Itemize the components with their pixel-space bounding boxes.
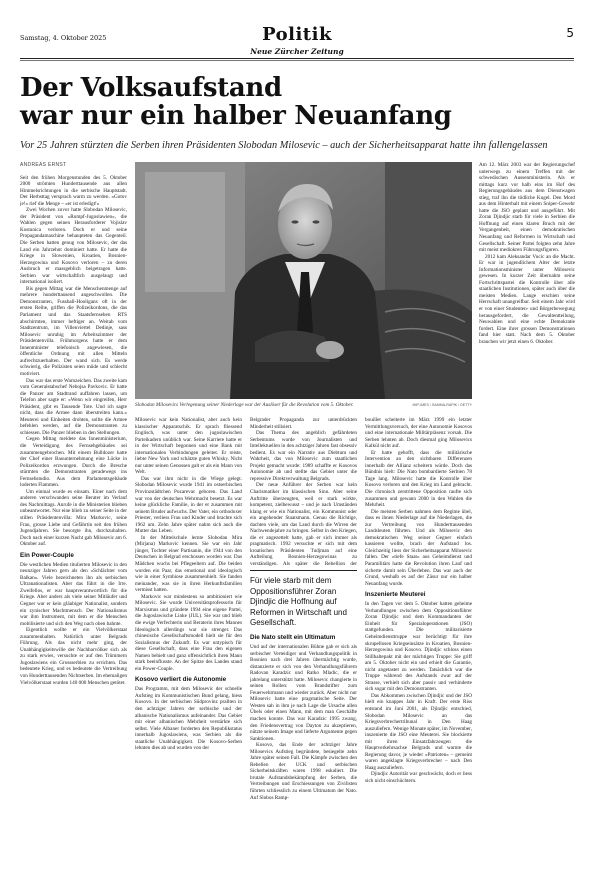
article-column-1 — [20, 162, 127, 852]
paragraph: Am 12. März 2003 war der Regierungschef unterwegs zu einem Treffen mit der schwedischen Aussenministerin. Als er mittags kurz vor halb eins im Hof des Regierungsgebäudes aus dem Dienstwagen stieg, traf ihn die tödliche Kugel. Den Mord aus dem Hinterhalt mit einem Sniper-Gewehr hatte die JSO geplant und ausgeführt. Mit Zoran Djindjic starb für viele in Serbien die Hoffnung auf einen klaren Bruch mit der Vergangenheit, einen demokratischen Neuanfang und Reformen in Wirtschaft und Gesellschaft. Seiner Partei folgten zehn Jahre mit meist mediokren Führungsfiguren. — [479, 162, 575, 254]
headline-line-1: Der Volksaufstand — [20, 73, 282, 103]
paragraph: Djindjic Autorität war geschwächt, doch er liess sich nicht einschüchtern. — [365, 771, 472, 784]
paragraph: Zwei Wochen zuvor hatte Slobodan Milosevic, der Präsident von «Rumpf-Jugoslawien», die Wahlen gegen seinen Herausforderer Vojislav Kostunica verloren. Doch er und seine Propagandamaschine behaupteten das Gegenteil. Die Serben hatten genug von Milosevic, der das Land ein Jahrzehnt dominiert hatte. Er hatte die Kriege in Slowenien, Kroatien, Bosnien-Herzegowina und Kosovo verloren – zu deren Ausbruch er massgeblich beigetragen hatte. Serbien war wirtschaftlich ausgelaugt und international isoliert. — [20, 207, 127, 286]
section-title: Politik — [262, 24, 332, 45]
paragraph: Milosevic war kein Nationalist, aber auch kein klassischer Apparatschik. Er sprach fliessend Englisch, was unter den jugoslawischen Parteikadern unüblich war. Seine Karriere hatte er in der Wirtschaft begonnen und eine Bank mit internationalen Verbindungen geleitet. Er reiste, liebte New York und schätzte guten Whisky. Nicht nur unter seinen Genossen galt er als ein Mann von Welt. — [135, 417, 242, 476]
paragraph: Der neue Anführer der Serben war kein Charismatiker im klassischen Sinn. Aber seine Auftritte überzeugten, weil er stark wirkte, kompetent, zielbewusst – und je nach Umständen klang er wie ein Nationalist, ein Kommunist oder ein angehender Staatsmann. Genau die Richtige, dachten viele, um das Land durch die Wirren der Nachwendejahre zu bringen. Selbst in den Kriegen, die er angezettelt hatte, gab er sich immer als pragmatisch. 1992 versuchte er sich mit dem kroatischen Präsidenten Tudjman auf eine Aufteilung Bosnien-Herzegowinas zu verständigen. Als später die Rebellion der — [250, 482, 357, 567]
paragraph: 2012 kam Aleksandar Vucic an die Macht. Er war in jugendlichem Alter der letzte Informationsminister unter Milosevic gewesen. In kurzer Zeit übernahm seine Fortschrittspartei die Kontrolle über alle staatlichen Institutionen, später auch über die meisten Medien. Lange erschien seine Herrschaft unangreifbar. Seit einem Jahr wird er von einer Studenten- und Bürgerbewegung herausgefordert, die Gewaltentteilung, Neuwahlen und eine echte Demokratie fordert. Eine ihrer grossen Demonstrationen fand hier statt. Nach dem 5. Oktober brauchen wir jetzt einen 6. Oktober. — [479, 253, 575, 345]
photo-caption — [135, 402, 472, 409]
paragraph: Und auf der internationalen Bühne gab er sich als serbischer Verteidiger und Verhandlungspolitik in Bosnien nach drei Jahren übermächtig wurde, distanzierte er sich von den Verhandlungsführern Radovan Karadzic und Ratko Mladic, die er jahrelang unterstützt hatte. Milosevic changierte in seinen Rollen: vom Brandstifter zum Feuerwehrmann und wieder zurück. Aber nicht nur Milosevic hatte eine pragmatische Seite. Der Westen sah in ihm je nach Lage die Ursache allen Übels oder einen Mann, mit dem man Geschäfte machen konnte. Das war Karadzic 1995 zwang, den Friedensvertrag von Dayton zu akzeptieren, nützte seinem Image und lieferte Argumente gegen Sanktionen. — [250, 644, 357, 742]
article-column-2 — [135, 417, 242, 852]
issue-date: Samstag, 4. Oktober 2025 — [20, 34, 107, 42]
portrait-photo-illustration — [135, 162, 472, 399]
paragraph: Um einmal wurde es einsam. Einer nach dem anderen verschwanden seine Berater im Verlauf des Nachmittags. Anrufe in die Ministerien blieben unbeantwortet. Nur eine blieb zu seiner Seite in der stillen Präsidentenvilla: Mira Markovic, seine Frau, grosse Liebe und Gefährtin seit den frühen Jugendjahren. Sie besorgte ihn, durchzuhalten. Doch nach einer kurzen Nacht gab Milosevic am 6. Oktober auf. — [20, 488, 127, 548]
section-heading: Ein Power-Couple — [20, 551, 74, 559]
paragraph: Die westlichen Medien titulierten Milosevic in den neunziger Jahren gern als den «Schlächter vom Balkan». Viele bezeichneten ihn als serbischen Ultranationalisten. Aber das führt in die Irre. Zweifellos, er war hauptverantwortlich für die Kriege. Aber anders als viele seiner Mitläufer und Gegner war er kein gläubiger Nationalist, sondern ein zynischer Machtmensch. Der Nationalismus war ihm Instrument, mit dem er die Menschen mobilisierte und sich den Weg nach oben bahnte. — [20, 561, 127, 627]
paragraph: Das Thema des angeblich gefährdeten Serbentums wurde von Journalisten und Intellektuellen in den achtziger Jahren fast obsessiv bedient. Es war ein Narrativ aus Diebtum und Wahrheit, das von Milosevic zum staatlichen Projekt gemacht wurde: 1989 schaffte er Kosovos Autonomie ab und stellte das Gebiet unter die repressive Direktverwaltung Belgrads. — [250, 430, 357, 482]
article-headline — [20, 74, 574, 130]
article-column-3-lower — [250, 630, 357, 852]
section-heading: Kosovo verliert die Autonomie — [135, 676, 227, 684]
masthead-rule — [20, 58, 574, 59]
masthead-rule-thin — [20, 60, 574, 61]
photo-credit: IMP-IMES / SAMMA-RAPIK / GETTY — [412, 403, 472, 407]
paragraph: Das war das erste Warnzeichen. Das zweite kam vom Generalstabschef Nebojsa Pavkovic. Er hatte die Panzer am Stadtrand auffahren lassen, um Telefon aber sagte er: «Wenn wir eingreifen, Herr Präsident, gibt es Tausende Tote. Und ich sagte nicht, dass die Armee dann überstreiten kann.» Meuterei und Einheiten drohten, sollte die Armee befehlen werden, auf die Demonstranten zu schiessen. Die Panzer blieben in den Stellungen. — [20, 377, 127, 436]
paragraph: Seit den frühen Morgenstunden des 5. Oktober 2000 strömten Hunderttausende aus allen Himmelsrichtungen in die serbische Hauptstadt. Der Herbsttag versprach warm zu werden. «Gotov je!» rief die Menge – «er ist erledigt!» — [20, 174, 127, 207]
section-heading: Inszenierte Meuterei — [365, 591, 426, 599]
paragraph: In den Tagen vor dem 5. Oktober hatten geheime Verhandlungen zwischen dem Oppositionsführer Zoran Djindjic und dem Kommandanten der Einheit für Spezialoperationen (JSO) stattgefunden. Die militarisierte Geheimdiensttruppe war berüchtigt für ihre skrupellosen Kriegseinsätze in Kroatien, Bosnien-Herzegowina und Kosovo. Djindjic schloss einen Stillhaltepakt mit der mächtigen Truppe: Sie griff am 5. Oktober nicht ein und erhielt die Garantie, nicht angetastet zu werden. Tatsächlich war die Truppe während des Aufstands zwar auf der Strasse, verhielt sich aber passiv und verhinderte sich sogar mit den Demonstranten. — [365, 601, 472, 693]
paragraph: In der Mittelschule lernte Slobodan Mira (Mirjana) Markovic kennen. Sie war ein Jahr jünger, Tochter einer Partisanin, die 1944 von den Deutschen in Belgrad erschossen worden war. Das Mädchen wuchs bei Pflegeeltern auf. Die beiden wurden ein Paar, das emotional und ideologisch wie in einer Symbiose zusammenhielt. Sie fanden meinander, was sie in ihren Herkunftsfamilien vermisst hatten. — [135, 534, 242, 594]
paragraph: Belgrader Propaganda zur unterdrückten Minderheit stilisiert. — [250, 417, 357, 430]
paragraph: bouillet scheiterte im März 1999 ein letzter Vermittlungsversuch, der eine Autonomie Kosovos und eine internationale Militärpräsenz vorsah. Die Serben lehnten ab. Doch diesmal ging Milosevics Kalkül nicht auf. — [365, 417, 472, 450]
paragraph: Das war ihm nicht in die Wiege gelegt. Slobodan Milosevic wurde 1941 im ostserbischen Provinzstädtchen Pozarevac geboren. Das Land war von der deutschen Wehrmacht besetzt. Es war keine glückliche Familie, in der er zusammen mit seinem Bruder aufwuchs. Der Vater, ein orthodoxer Priester, verliess Frau und Kinder und brachte sich 1962 um. Zehn Jahre später nahm sich auch die Mutter das Leben. — [135, 475, 242, 535]
paragraph: Markovic war mindestens so ambitioniert wie Milosevic. Sie wurde Universitätsprofessorin für Marxismus und gründete 1994 eine eigene Partei, die Jugoslawische Linke (JUL). Sie war und blieb die ewige Verfechterin und Beraterin ihres Mannes Ideologisch allerdings war sie strenger. Das chinesische Gesellschaftsmodell hielt sie für den Sozialismus der Zukunft. Es war untypisch für diese Gesellschaft, dass eine Frau den eigenen Namen behielt und ganz offensichtlich ihren Mann stark beeinflusste. An der Spitze des Landes stand ein Power-Couple. — [135, 593, 242, 672]
article-column-3 — [250, 417, 357, 567]
byline: ANDREAS ERNST — [20, 162, 67, 168]
article-subheadline: Vor 25 Jahren stürzten die Serben ihren Präsidenten Slobodan Milosevic – auch der Sicherheitsapparat hatte ihn fallengelassen — [20, 140, 548, 151]
pull-quote: Für viele starb mit dem Oppositionsführer Zoran Djindjic die Hoffnung auf Reformen in Wirtschaft und Gesellschaft. — [250, 570, 357, 629]
paragraph: Kosovo, das Ende der achtziger Jahre Milosevics Aufstieg begründete, besiegelte zehn Jahre später seinen Fall. Die Kämpfe zwischen den Rebellen der UCK und serbischen Sicherheitskräften waren 1998 eskaliert. Die brutale Aufstandsbekämpfung der Serben, die Vertreibungen und Erschiessungen von Zivilisten führten schliesslich zu einem Ultimatum der Nato. Auf Slobos Ramp- — [250, 742, 357, 801]
paragraph: Die meisten Serben nahmen dem Regime übel, dass es ihnen Niederlage auf die Niederlagen, die zur Vertreibung von Hunderttausenden Landsleuten führten. Und als Milosevic den demokratischen Weg seiner Gegner einfach kassieren wollte, brach der Aufstand los. Gleichzeitig liess der Sicherheitsapparat Milosevic fallen. Der «tiefe Staat» aus Geheimdienst und Paramilitärs hatte die Revolution ihren Lauf und sicherte damit sein Überleben. Das war auch der Grund, weshalb es auf der Zäsur nur ein halber Neuanfang wurde. — [365, 508, 472, 587]
paragraph: Er hatte gehofft, dass die militärische Intervention an den sichtbaren Differenzen innerhalb der Allianz scheitern würde. Doch das Bündnis hielt: Die Nato bombardierte Serbien 78 Tage lang. Milosevic hatte die Kontrolle über Kosovo verloren und den Krieg im Land gebracht. Die chronisch zerstrittene Opposition raufte sich zusammen und gewann 2000 in den Wahlen die Mehrheit. — [365, 449, 472, 509]
paragraph: Das Programm, mit dem Milosevic der schnelle Aufstieg im Kommunistischen Bund gelang, hiess Kosovo. In der serbischen Südprovinz prallten in den achtziger Jahren der serbische und der albanische Nationalismus aufeinander. Das Gebiet mit einer albanischen Mehrheit verstärkte sich selbst. Viele Albaner forderten den Republikstatus innerhalb Jugoslawiens, was Serbien als die staatliche Unabhängigkeit. Die Kosovo-Serben lehnten dies ab und wurden von der — [135, 686, 242, 752]
article-column-5 — [479, 162, 575, 852]
article-photo — [135, 162, 472, 399]
headline-line-2: war nur ein halber Neuanfang — [20, 101, 452, 131]
photo-caption-text: Slobodan Milosevics Verlegenung seiner Niederlage war der Auslöser für die Revolution vom 5. Oktober. — [135, 402, 354, 408]
newspaper-name: Neue Zürcher Zeitung — [250, 47, 344, 56]
paragraph: Gegen Mittag meldete das Innenministerium, die Verteidigung des Fernsehgebäudes sei zusammengebrochen. Mit einem Bulldozer hatte der Chef einer Bauunternehmung eine Lücke in Polizeikordon erzwungen. Durch die Bresche stürmten die Demonstranten geradewegs ins Fernsehstudio. Aus dem Parlamentsgebäude loderten Flammen. — [20, 436, 127, 489]
paragraph: Eigentlich wollte er ein Vielvölkerstaat zusammenhalten. Natürlich unter Belgrads Führung. Als das nicht mehr ging, der Unabhängigkeitswille der Nachbarvölker sich als zu stark erwies, versuchte er auf den Trümmern Jugoslawiens ein Grossserbien zu errichten. Das bedeutete Krieg, und es bedeutete die Vertreibung von Hunderttausenden Nichtserben. Im ehemaligen Vielvölkerstaat wurden 140 000 Menschen getötet. — [20, 627, 127, 686]
paragraph: Das Abkommen zwischen Djindjic und der JSO hielt ein knappes Jahr in Kraft. Der erste Riss entstand im Juni 2001, als Djindjic entschied, Slobodan Milosevic an das Kriegsverbrechertribunal in Den Haag auszuliefern. Wenige Monate später, im November, inszenierte die JSO eine Meuterei. Sie blockierte mit ihren Einsatzfahrzeugen die Hauptverkehrsachse Belgrads und warnte die Regierung davor, je wieder «Patrioten» – gemeint waren angeklagte Kriegsverbrecher – nach Den Haag auszuliefern. — [365, 692, 472, 771]
section-heading: Die Nato stellt ein Ultimatum — [250, 634, 336, 641]
page-number: 5 — [566, 26, 574, 40]
paragraph: Bis gegen Mittag war die Menschenmenge auf mehrere hunderttausend angeschwollen. Die Demonstranten, Fussball-Hooligans oft in der ersten Reihe, griffen die Polizeikordons, die das Parlament und das Staatsfernsehen RTS abschirmten, immer heftiger an. Weitab vom Stadtzentrum, im Villenviertel Dedinje, sass Milosevic unruhig im Arbeitszimmer der Präsidentenvilla. Frühmorgens hatte er dem Innenminister telefonisch angewiesen, die öffentliche Ordnung mit allen Mitteln aufrechtzuerhalten. Der wand sich. Es werde schwierig, die Polizisten seien müde und schlecht motiviert. — [20, 285, 127, 377]
article-column-4 — [365, 417, 472, 852]
